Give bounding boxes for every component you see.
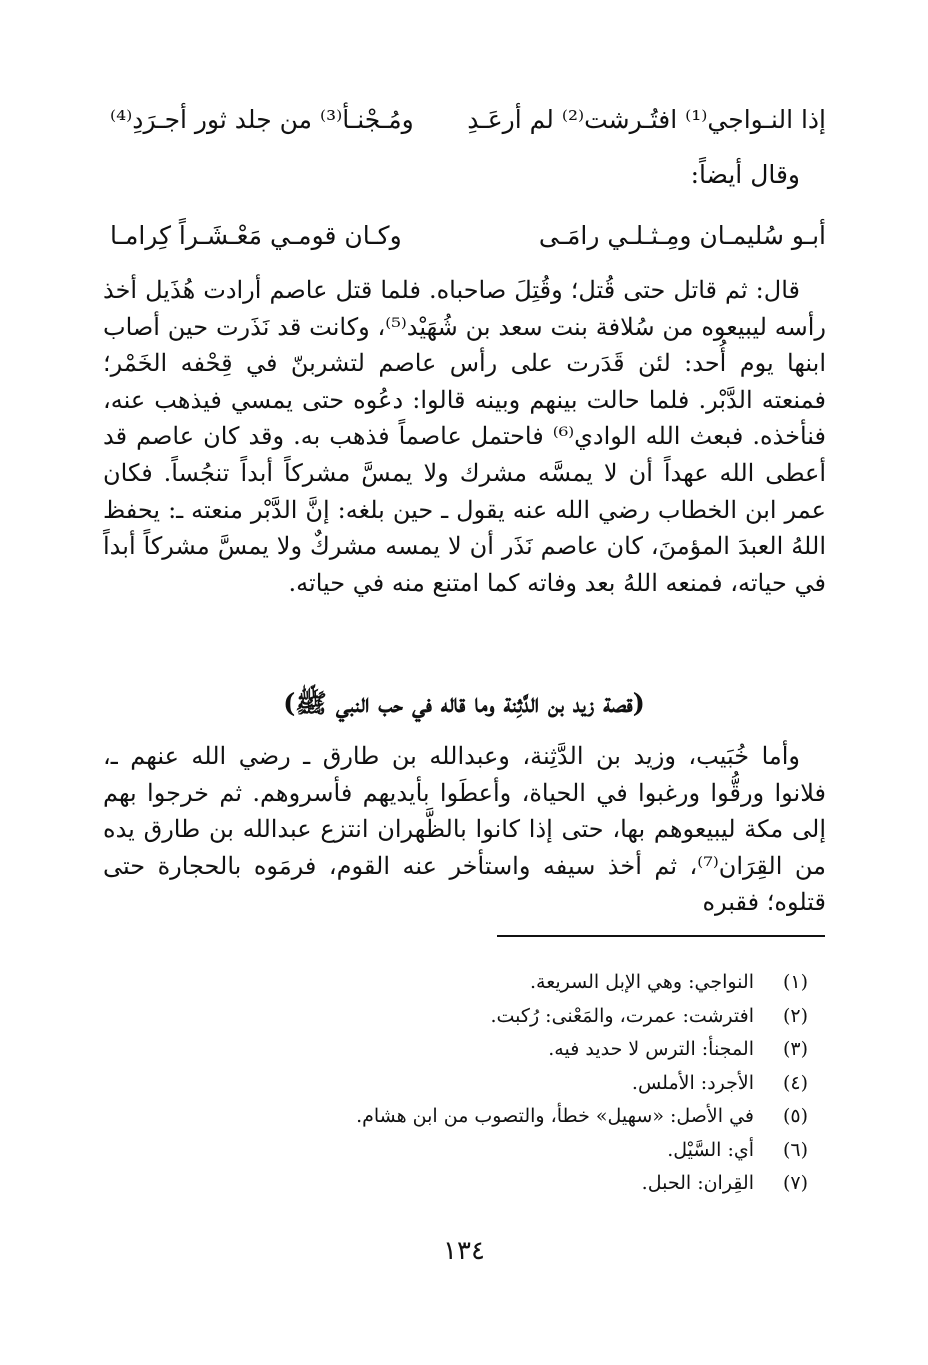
footnote-item [103,966,808,1000]
verse-2-right-hemistich: أبـو سُليمـان ومِـثـلـي رامَـى [538,221,826,250]
body-paragraph-2: وأما خُبَيب، وزيد بن الدَّثِنة، وعبدالله بن طارق ـ رضي الله عنهم ـ، فلانوا ورقُّوا ورغبوا في الحياة، وأعطَوا بأيديهم فأسروهم. ثم خرجوا بهم إلى مكة ليبيعوهم بها، حتى إذا كانوا بالظَّهران انتزع عبدالله بن طارق يده من القِرَان⁽⁷⁾، ثم أخذ سيفه واستأخر عنه القوم، فرمَوه بالحجارة حتى قتلوه؛ فقبره [103,742,827,917]
verse-1-right-hemistich: إذا النـواجي⁽¹⁾ افتُـرشت⁽²⁾ لم أرعَـدِ [467,105,826,134]
poem-verse-1 [110,100,826,140]
footnote-text: النواجي: وهي الإبل السريعة. [529,971,754,993]
body-paragraph-2-container [103,738,826,921]
footnote-number: (٦) [782,1138,808,1161]
footnote-text: الأجرد: الأملس. [631,1071,754,1094]
verse-1-left-hemistich: ومُـجْنـأ⁽³⁾ من جلد ثور أجـرَدِ⁽⁴⁾ [110,105,414,134]
footnote-item [103,1100,808,1134]
footnote-text: المجنأ: الترس لا حديد فيه. [548,1038,754,1060]
footnote-text: افترشت: عمرت، والمَعْنى: رُكبت. [490,1004,754,1027]
footnote-item [103,1033,808,1067]
footnotes-list [103,966,808,1201]
footnote-number: (٥) [782,1105,808,1127]
footnote-number: (١) [782,971,808,993]
footnote-text: في الأصل: «سهيل» خطأ، والتصوب من ابن هشام. [356,1105,754,1127]
footnote-item [103,1067,808,1101]
footnote-text: أي: السَّيْل. [667,1138,754,1161]
page-number: ١٣٤ [443,1236,485,1266]
footnote-item [103,1000,808,1034]
footnote-item [103,1134,808,1168]
footnote-number: (٣) [782,1038,808,1060]
footnote-text: القِران: الحبل. [641,1172,754,1194]
verse-intro: وقال أيضاً: [690,160,800,189]
footnote-number: (٤) [782,1071,808,1094]
section-heading: (قصة زيد بن الدَّثِنة وما قاله في حب النبي ﷺ) [283,689,645,719]
footnote-separator [497,935,825,937]
poem-verse-2 [110,216,826,256]
footnote-number: (٧) [782,1172,808,1194]
body-paragraph-1: قال: ثم قاتل حتى قُتل؛ وقُتِلَ صاحباه. فلما قتل عاصم أرادت هُذَيل أخذ رأسه ليبيعوه من سُلافة بنت سعد بن شُهَيْد⁽⁵⁾، وكانت قد نَذَرت حين أصاب ابنها يوم أُحد: لئن قَدَرت على رأس عاصم لتشربنّ في قِحْفه الخَمْر؛ فمنعته الدَّبْر. فلما حالت بينهم وبينه قالوا: دعُوه حتى يمسي فيذهب عنه، فنأخذه. فبعث الله الوادي⁽⁶⁾ فاحتمل عاصماً فذهب به. وقد كان عاصم قد أعطى الله عهداً أن لا يمسَّه مشرك ولا يمسَّ مشركاً أبداً تنجُساً. فكان عمر ابن الخطاب رضي الله عنه يقول ـ حين بلغه: إنَّ الدَّبْر منعته ـ: يحفظ اللهُ العبدَ المؤمنَ، كان عاصم نَذَر أن لا يمسه مشركٌ ولا يمسَّ مشركاً أبداً في حياته، فمنعه اللهُ بعد وفاته كما امتنع منه في حياته. [103,276,826,597]
body-paragraph-1-container [103,272,826,601]
footnote-item [103,1167,808,1201]
verse-2-left-hemistich: وكـان قومـي مَعْـشَـراً كِرامـا [110,221,402,250]
footnote-number: (٢) [782,1004,808,1027]
